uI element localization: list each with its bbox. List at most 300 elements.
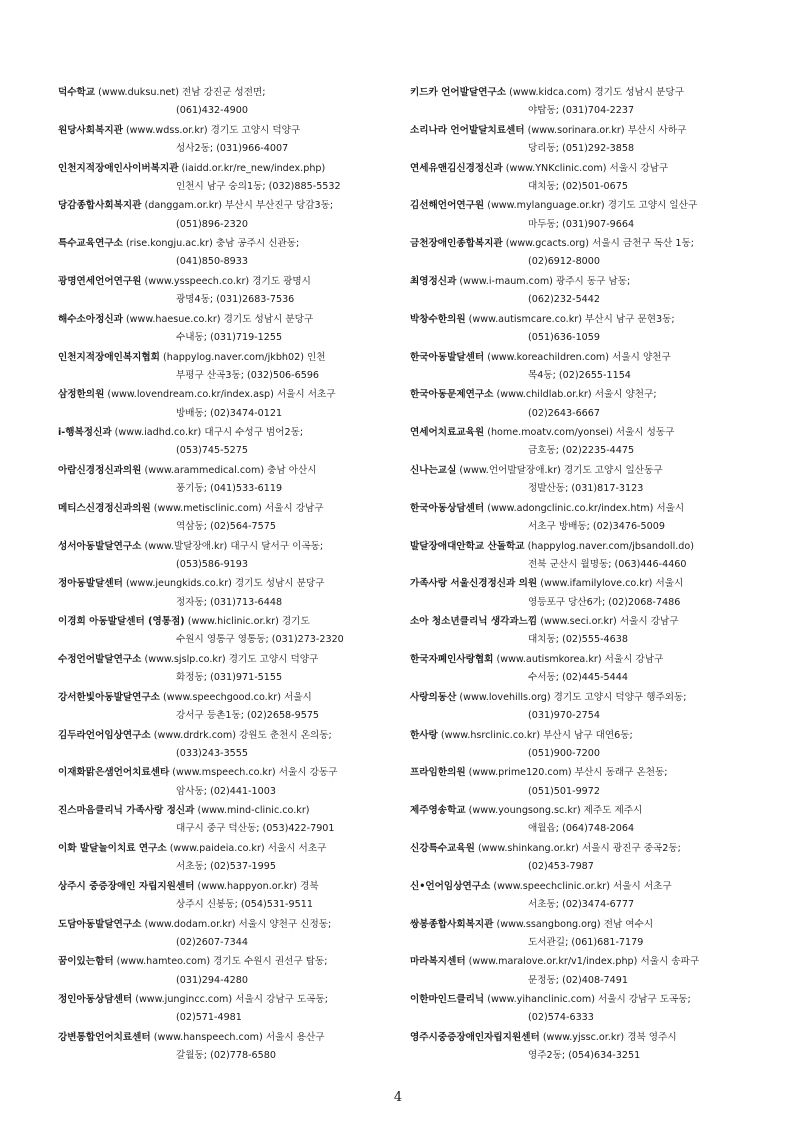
directory-entry — [58, 575, 403, 613]
directory-entry — [410, 991, 755, 1029]
entry-first-line — [58, 840, 403, 858]
entry-first-line — [58, 613, 403, 631]
directory-entry — [58, 689, 403, 727]
organization-address: 서울시 성동구 — [615, 427, 675, 439]
organization-contact: (041)850-8933 — [176, 256, 248, 268]
organization-contact: 서초동; (02)3474-6777 — [528, 898, 635, 910]
directory-entry — [410, 235, 755, 273]
directory-entry — [58, 991, 403, 1029]
organization-url: (www.youngsong.sc.kr) — [468, 805, 581, 817]
organization-contact: 목4동; (02)2655-1154 — [528, 369, 631, 381]
directory-entry — [58, 84, 403, 122]
organization-contact: 야탑동; (031)704-2237 — [528, 105, 635, 117]
organization-address: 부산시 동래구 온천동; — [574, 767, 668, 779]
organization-name: 한국아동문제연구소 — [410, 389, 494, 401]
organization-name: 영주시중증장애인자립지원센터 — [410, 1031, 540, 1043]
entry-first-line — [58, 500, 403, 518]
organization-name: 연세어치료교육원 — [410, 427, 485, 439]
organization-name: 김두라언어임상연구소 — [58, 729, 151, 741]
organization-url: (rise.kongju.ac.kr) — [125, 238, 213, 250]
organization-name: 강서한빛아동발달연구소 — [58, 691, 160, 703]
organization-contact: 영주2동; (054)634-3251 — [528, 1050, 641, 1062]
organization-name: 발달장애대안학교 산돌학교 — [410, 540, 525, 552]
organization-address: 서울시 — [656, 502, 685, 514]
organization-contact: (02)6912-8000 — [528, 256, 600, 268]
organization-url: (www.발달장애.kr) — [144, 540, 228, 552]
directory-entry — [58, 462, 403, 500]
organization-url: (www.shinkang.or.kr) — [477, 842, 579, 854]
organization-contact: 광명4동; (031)2683-7536 — [176, 294, 295, 306]
organization-name: 도담아동발달연구소 — [58, 918, 142, 930]
organization-address: 경기도 고양시 덕양구 — [210, 124, 301, 136]
organization-address: 서울시 강남구 도곡동; — [598, 994, 691, 1006]
entry-first-line — [410, 235, 755, 253]
directory-entry — [58, 424, 403, 462]
organization-url: (www.lovehills.org) — [459, 691, 551, 703]
organization-address: 제주도 제주시 — [583, 805, 643, 817]
organization-contact: (053)745-5275 — [176, 445, 248, 457]
organization-contact: 영등포구 당산6가; (02)2068-7486 — [528, 596, 681, 608]
organization-name: 해수소아정신과 — [58, 313, 123, 325]
directory-entry — [58, 311, 403, 349]
directory-entry — [58, 122, 403, 160]
organization-url: (happylog.naver.com/jbsandoll.do) — [527, 540, 694, 552]
directory-entry — [58, 840, 403, 878]
organization-url: (www.ssangbong.org) — [496, 918, 601, 930]
organization-contact: (033)243-3555 — [176, 747, 248, 759]
organization-address: 서울시 강동구 — [278, 767, 338, 779]
entry-first-line — [410, 613, 755, 631]
organization-url: (www.childlab.or.kr) — [496, 389, 592, 401]
organization-name: 이한마인드클리닉 — [410, 994, 485, 1006]
organization-contact: 암사동; (02)441-1003 — [176, 785, 276, 797]
organization-url: (www.hanspeech.com) — [153, 1031, 263, 1043]
entry-first-line — [58, 651, 403, 669]
organization-contact: (051)896-2320 — [176, 218, 248, 230]
directory-entry — [410, 424, 755, 462]
directory-entry — [410, 878, 755, 916]
organization-contact: 수서동; (02)445-5444 — [528, 672, 628, 684]
organization-address: 서울시 서초구 — [276, 389, 336, 401]
organization-contact: 화정동; (031)971-5155 — [176, 672, 283, 684]
entry-first-line — [410, 424, 755, 442]
organization-url: (www.speechgood.co.kr) — [163, 691, 281, 703]
organization-contact: 갈월동; (02)778-6580 — [176, 1050, 276, 1062]
directory-entry — [410, 575, 755, 613]
organization-contact: 당리동; (051)292-3858 — [528, 143, 635, 154]
directory-entry — [410, 197, 755, 235]
organization-contact: (061)432-4900 — [176, 105, 248, 117]
directory-entry — [410, 689, 755, 727]
directory-entry — [58, 613, 403, 651]
directory-entry — [58, 538, 403, 576]
entry-first-line — [58, 727, 403, 745]
organization-address: 충남 아산시 — [267, 464, 317, 476]
entry-first-line — [58, 273, 403, 291]
entry-first-line — [410, 916, 755, 934]
organization-address: 서울시 강남구 — [619, 616, 679, 628]
directory-entry — [410, 122, 755, 160]
entry-first-line — [58, 424, 403, 442]
page-number: 4 — [393, 1090, 403, 1105]
entry-first-line — [410, 1029, 755, 1047]
entry-first-line — [410, 349, 755, 367]
organization-address: 서울시 양천구; — [594, 389, 657, 401]
organization-url: (www.drdrk.com) — [153, 729, 236, 741]
organization-url: (www.i-maum.com) — [459, 275, 553, 287]
entry-first-line — [410, 878, 755, 896]
organization-contact: 대치동; (02)555-4638 — [528, 634, 628, 646]
entry-first-line — [410, 311, 755, 329]
entry-first-line — [58, 538, 403, 556]
organization-address: 대구시 수성구 범어2동; — [204, 427, 304, 439]
entry-first-line — [58, 991, 403, 1009]
entry-first-line — [58, 160, 403, 178]
entry-first-line — [58, 197, 403, 215]
organization-url: (www.seci.or.kr) — [540, 616, 617, 628]
entry-first-line — [58, 916, 403, 934]
directory-entry — [410, 500, 755, 538]
entry-first-line — [58, 575, 403, 593]
organization-name: 사랑의동산 — [410, 691, 457, 703]
organization-url: (www.mylanguage.or.kr) — [487, 200, 605, 212]
organization-address: 경기도 성남시 분당구 — [223, 313, 314, 325]
organization-address: 경북 — [300, 880, 319, 892]
entry-first-line — [410, 953, 755, 971]
organization-address: 서울시 용산구 — [265, 1031, 325, 1043]
directory-entry — [58, 764, 403, 802]
organization-name: 덕수학교 — [58, 87, 96, 98]
entry-first-line — [58, 84, 403, 102]
directory-entry — [410, 953, 755, 991]
organization-address: 서울시 양천구 신정동; — [238, 918, 332, 930]
organization-url: (www.wdss.or.kr) — [125, 124, 208, 136]
organization-url: (www.jungincc.com) — [135, 994, 233, 1006]
organization-name: 강변통합언어치료센터 — [58, 1031, 151, 1043]
organization-name: 정인아동상담센터 — [58, 994, 133, 1006]
entry-first-line — [58, 122, 403, 140]
organization-contact: (02)453-7987 — [528, 861, 594, 873]
directory-entry — [58, 235, 403, 273]
directory-entry — [410, 311, 755, 349]
directory-entry — [58, 727, 403, 765]
organization-url: (www.maralove.or.kr/v1/index.php) — [468, 956, 638, 968]
directory-entry — [410, 160, 755, 198]
organization-contact: (02)574-6333 — [528, 1012, 594, 1024]
organization-contact: 마두동; (031)907-9664 — [528, 218, 635, 230]
directory-entry — [410, 916, 755, 954]
entry-first-line — [58, 311, 403, 329]
organization-name: 키드카 언어발달연구소 — [410, 87, 507, 98]
organization-name: 김선해언어연구원 — [410, 200, 485, 212]
organization-name: 인천지적장애인사이버복지관 — [58, 162, 179, 174]
entry-first-line — [410, 802, 755, 820]
organization-url: (danggam.or.kr) — [144, 200, 222, 212]
entry-first-line — [58, 764, 403, 782]
organization-address: 서울시 — [655, 578, 684, 590]
organization-contact: 문정동; (02)408-7491 — [528, 974, 628, 986]
organization-name: 연세유앤김신경정신과 — [410, 162, 503, 174]
directory-entry — [58, 273, 403, 311]
organization-url: (www.ysspeech.co.kr) — [144, 275, 250, 287]
entry-first-line — [410, 273, 755, 291]
organization-url: (www.hiclinic.or.kr) — [187, 616, 279, 628]
organization-contact: 수내동; (031)719-1255 — [176, 331, 283, 343]
entry-first-line — [410, 651, 755, 669]
organization-url: (www.autismcare.co.kr) — [468, 313, 582, 325]
entry-first-line — [410, 122, 755, 140]
organization-url: (www.dodam.or.kr) — [144, 918, 236, 930]
entry-first-line — [58, 802, 403, 820]
organization-address: 부산시 사하구 — [627, 124, 687, 136]
directory-entry — [410, 651, 755, 689]
directory-entry — [410, 84, 755, 122]
organization-contact: 도서관길; (061)681-7179 — [528, 936, 644, 948]
organization-address: 경기도 고양시 일산동구 — [563, 464, 663, 476]
organization-address: 부산시 남구 대연6동; — [543, 729, 633, 741]
organization-contact: 애월읍; (064)748-2064 — [528, 823, 635, 835]
entry-first-line — [410, 462, 755, 480]
organization-address: 경기도 고양시 덕양구 — [228, 653, 319, 665]
right-column — [410, 84, 755, 1067]
organization-contact: 금호동; (02)2235-4475 — [528, 445, 635, 457]
organization-address: 부산시 남구 문현3동; — [585, 313, 675, 325]
organization-contact: (02)2607-7344 — [176, 936, 248, 948]
organization-contact: 역삼동; (02)564-7575 — [176, 520, 276, 532]
organization-contact: 서초구 방배동; (02)3476-5009 — [528, 520, 665, 532]
organization-name: 정아동발달센터 — [58, 578, 123, 590]
directory-entry — [410, 273, 755, 311]
organization-address: 경기도 광명시 — [252, 275, 311, 287]
organization-name: 수정언어발달연구소 — [58, 653, 142, 665]
organization-address: 경기도 — [281, 616, 310, 628]
organization-name: 당감종합사회복지관 — [58, 200, 142, 212]
organization-contact: 방배동; (02)3474-0121 — [176, 407, 283, 419]
organization-url: (www.hsrclinic.co.kr) — [440, 729, 541, 741]
organization-address: 경기도 성남시 분당구 — [234, 578, 325, 590]
organization-contact: 전북 군산시 월명동; (063)446-4460 — [528, 558, 687, 570]
organization-name: 쌍봉종합사회복지관 — [410, 918, 494, 930]
entry-first-line — [410, 386, 755, 404]
organization-name: 광명연세언어연구원 — [58, 275, 142, 287]
directory-entry — [410, 727, 755, 765]
entry-first-line — [410, 197, 755, 215]
organization-name: 메티스신경정신과의원 — [58, 502, 151, 514]
directory-entry — [58, 802, 403, 840]
entry-first-line — [58, 689, 403, 707]
directory-entry — [410, 349, 755, 387]
organization-contact: 수원시 영통구 영통동; (031)273-2320 — [176, 634, 344, 646]
organization-name: 한국자폐인사랑협회 — [410, 653, 494, 665]
entry-first-line — [410, 840, 755, 858]
organization-contact: (051)900-7200 — [528, 747, 600, 759]
organization-contact: 대치동; (02)501-0675 — [528, 180, 628, 192]
organization-name: 프라임한의원 — [410, 767, 466, 779]
organization-name: 꿈이있는함터 — [58, 956, 114, 968]
organization-name: 박창수한의원 — [410, 313, 466, 325]
entry-first-line — [410, 575, 755, 593]
organization-address: 서울시 금천구 독산 1동; — [592, 238, 694, 250]
organization-url: (www.iadhd.co.kr) — [114, 427, 202, 439]
directory-entry — [410, 613, 755, 651]
organization-contact: (02)571-4981 — [176, 1012, 242, 1024]
organization-url: (www.mind-clinic.co.kr) — [197, 805, 310, 817]
organization-url: (www.YNKclinic.com) — [505, 162, 607, 174]
organization-url: (www.hamteo.com) — [116, 956, 211, 968]
organization-url: (www.duksu.net) — [98, 87, 179, 98]
organization-contact: 강서구 등촌1동; (02)2658-9575 — [176, 709, 320, 721]
entry-first-line — [58, 462, 403, 480]
organization-name: 아람신경정신과의원 — [58, 464, 142, 476]
organization-name: 신•언어임상연구소 — [410, 880, 491, 892]
organization-name: i-행복정신과 — [58, 427, 112, 439]
entry-first-line — [410, 727, 755, 745]
directory-entry — [410, 802, 755, 840]
organization-address: 서울시 — [284, 691, 312, 703]
organization-contact: 대구시 중구 덕산동; (053)422-7901 — [176, 823, 335, 835]
organization-url: (www.paideia.co.kr) — [169, 842, 265, 854]
entry-first-line — [410, 160, 755, 178]
organization-url: (www.yjssc.or.kr) — [542, 1031, 625, 1043]
directory-entry — [58, 878, 403, 916]
organization-address: 경북 영주시 — [627, 1031, 677, 1043]
organization-url: (www.yihanclinic.com) — [487, 994, 595, 1006]
organization-url: (www.언어발달장애.kr) — [459, 464, 561, 476]
organization-address: 서울시 서초구 — [267, 842, 327, 854]
organization-contact: 부평구 산곡3동; (032)506-6596 — [176, 369, 320, 381]
organization-address: 전남 강진군 성전면; — [182, 87, 266, 98]
entry-first-line — [58, 953, 403, 971]
organization-address: 경기도 수원시 권선구 탑동; — [213, 956, 328, 968]
organization-name: 신나는교실 — [410, 464, 457, 476]
organization-name: 원당사회복지관 — [58, 124, 123, 136]
directory-entry — [58, 953, 403, 991]
entry-first-line — [410, 764, 755, 782]
organization-name: 인천지적장애인복지협회 — [58, 351, 160, 363]
directory-entry — [58, 1029, 403, 1067]
organization-contact: (031)294-4280 — [176, 974, 248, 986]
organization-name: 성서아동발달연구소 — [58, 540, 142, 552]
organization-url: (www.gcacts.org) — [505, 238, 590, 250]
organization-url: (www.sorinara.or.kr) — [527, 124, 625, 136]
organization-url: (www.adongclinic.co.kr/index.htm) — [487, 502, 654, 514]
organization-name: 특수교육연구소 — [58, 238, 123, 250]
organization-name: 이재화맑은샘언어치료센타 — [58, 767, 170, 779]
organization-url: (www.arammedical.com) — [144, 464, 265, 476]
organization-name: 진스마음클리닉 가족사랑 정신과 — [58, 805, 195, 817]
organization-name: 상주시 중증장애인 자립지원센터 — [58, 880, 195, 892]
organization-address: 강원도 춘천시 온의동; — [239, 729, 332, 741]
organization-url: (www.sjslp.co.kr) — [144, 653, 226, 665]
directory-entry — [410, 840, 755, 878]
organization-name: 한국아동발달센터 — [410, 351, 485, 363]
organization-name: 소리나라 언어발달치료센터 — [410, 124, 525, 136]
organization-name: 최영정신과 — [410, 275, 457, 287]
organization-contact: (051)636-1059 — [528, 331, 600, 343]
organization-url: (home.moatv.com/yonsei) — [487, 427, 613, 439]
organization-url: (happylog.naver.com/jkbh02) — [163, 351, 304, 363]
organization-url: (www.koreachildren.com) — [487, 351, 610, 363]
organization-url: (www.mspeech.co.kr) — [172, 767, 276, 779]
organization-address: 광주시 동구 남동; — [555, 275, 631, 287]
directory-entry — [58, 386, 403, 424]
organization-url: (www.prime120.com) — [468, 767, 572, 779]
organization-address: 부산시 부산진구 당감3동; — [225, 200, 334, 212]
organization-name: 이화 발달놀이치료 연구소 — [58, 842, 167, 854]
organization-url: (iaidd.or.kr/re_new/index.php) — [181, 162, 326, 174]
organization-contact: (031)970-2754 — [528, 709, 600, 721]
organization-contact: (053)586-9193 — [176, 558, 248, 570]
organization-address: 서울시 강남구 — [604, 653, 664, 665]
organization-address: 경기도 고양시 일산구 — [607, 200, 698, 212]
entry-first-line — [410, 500, 755, 518]
organization-name: 한국아동상담센터 — [410, 502, 485, 514]
organization-url: (www.lovendream.co.kr/index.asp) — [107, 389, 274, 401]
organization-address: 인천 — [307, 351, 326, 363]
directory-entry — [410, 764, 755, 802]
organization-name: 마라복지센터 — [410, 956, 466, 968]
organization-name: 삼정한의원 — [58, 389, 105, 401]
directory-entry — [58, 160, 403, 198]
organization-name: 이경희 아동발달센터 (영통점) — [58, 616, 185, 628]
directory-entry — [58, 349, 403, 387]
organization-contact: 인천시 남구 숭의1동; (032)885-5532 — [176, 180, 341, 192]
organization-contact: 정발산동; (031)817-3123 — [528, 483, 644, 495]
organization-address: 서울시 강남구 — [264, 502, 324, 514]
entry-first-line — [410, 84, 755, 102]
organization-contact: 풍기동; (041)533-6119 — [176, 483, 283, 495]
organization-contact: (02)2643-6667 — [528, 407, 600, 419]
organization-contact: 상주시 신봉동; (054)531-9511 — [176, 898, 313, 910]
organization-url: (www.happyon.or.kr) — [197, 880, 297, 892]
organization-url: (www.ifamilylove.co.kr) — [540, 578, 653, 590]
organization-contact: (062)232-5442 — [528, 294, 600, 306]
organization-contact: 정자동; (031)713-6448 — [176, 596, 283, 608]
entry-first-line — [410, 538, 755, 556]
organization-address: 서울시 강남구 도곡동; — [235, 994, 328, 1006]
organization-name: 한사랑 — [410, 729, 438, 741]
entry-first-line — [58, 235, 403, 253]
directory-entry — [58, 197, 403, 235]
entry-first-line — [410, 689, 755, 707]
directory-entry — [410, 386, 755, 424]
organization-address: 전남 여수시 — [603, 918, 654, 930]
organization-address: 대구시 달서구 이곡동; — [230, 540, 324, 552]
entry-first-line — [58, 386, 403, 404]
entry-first-line — [58, 1029, 403, 1047]
organization-address: 서울시 양천구 — [612, 351, 671, 363]
organization-address: 충남 공주시 신관동; — [215, 238, 300, 250]
directory-entry — [58, 916, 403, 954]
directory-entry — [58, 500, 403, 538]
directory-entry — [410, 462, 755, 500]
entry-first-line — [58, 878, 403, 896]
organization-url: (www.speechclinic.or.kr) — [493, 880, 610, 892]
organization-url: (www.haesue.co.kr) — [125, 313, 221, 325]
organization-address: 서울시 서초구 — [613, 880, 672, 892]
entry-first-line — [410, 991, 755, 1009]
organization-address: 경기도 고양시 덕양구 행주외동; — [553, 691, 687, 703]
organization-url: (www.metisclinic.com) — [153, 502, 262, 514]
organization-url: (www.kidca.com) — [509, 87, 592, 98]
organization-contact: 서초동; (02)537-1995 — [176, 861, 276, 873]
organization-address: 경기도 성남시 분당구 — [594, 87, 684, 98]
organization-url: (www.jeungkids.co.kr) — [125, 578, 232, 590]
directory-entry — [410, 1029, 755, 1067]
organization-contact: (051)501-9972 — [528, 785, 600, 797]
entry-first-line — [58, 349, 403, 367]
organization-name: 소아 청소년클리닉 생각과느낌 — [410, 616, 538, 628]
